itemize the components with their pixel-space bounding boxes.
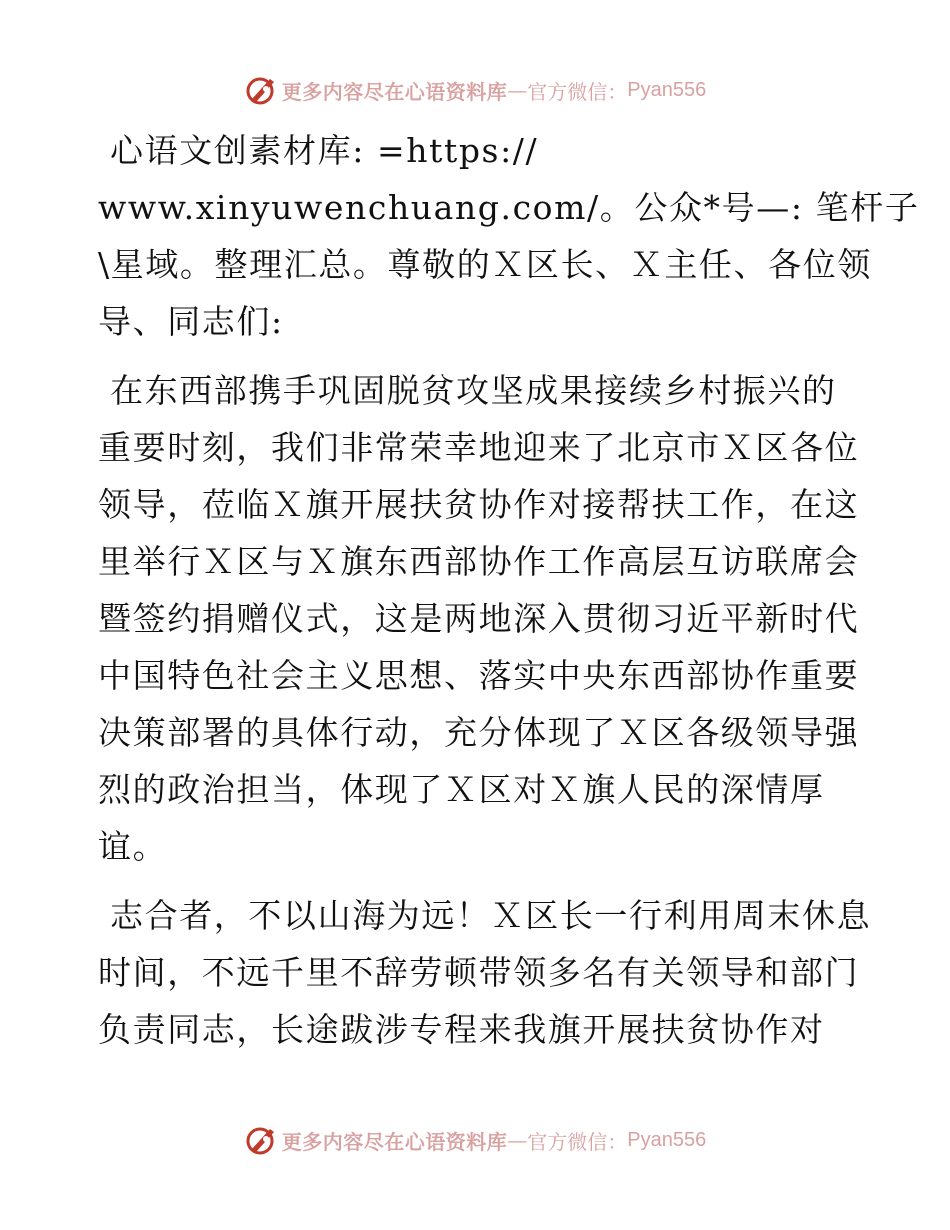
footer-banner-wechat-id: Pyan556	[627, 1128, 707, 1151]
text-line: \星域。整理汇总。尊敬的Ｘ区长、Ｘ主任、各位领	[98, 245, 872, 284]
pen-logo-icon	[244, 73, 278, 107]
text-line: www.xinyuwenchuang.com/。公众*号—: 笔杆子	[98, 188, 920, 227]
text-line: 负责同志，长途跋涉专程来我旗开展扶贫协作对	[98, 1010, 825, 1049]
text-line: 心语文创素材库: =https://	[110, 131, 539, 170]
text-line: 志合者，不以山海为远！Ｘ区长一行利用周末休息	[110, 896, 872, 935]
header-banner-main-text: 更多内容尽在心语资料库	[281, 79, 508, 104]
text-line: 中国特色社会主义思想、落实中央东西部协作重要	[98, 656, 860, 695]
paragraph-1	[98, 122, 920, 350]
footer-banner-wechat-label: 官方微信：	[527, 1129, 628, 1154]
header-banner-separator: —	[507, 78, 528, 102]
document-body	[98, 122, 920, 1058]
text-line: 烈的政治担当，体现了Ｘ区对Ｘ旗人民的深情厚	[98, 770, 825, 809]
text-line: 在东西部携手巩固脱贫攻坚成果接续乡村振兴的	[110, 371, 837, 410]
footer-banner-separator: —	[507, 1128, 528, 1152]
text-line: 暨签约捐赠仪式，这是两地深入贯彻习近平新时代	[98, 599, 860, 638]
text-line: 领导，莅临Ｘ旗开展扶贫协作对接帮扶工作，在这	[98, 485, 860, 524]
paragraph-gap	[98, 350, 854, 362]
header-watermark-banner	[0, 70, 950, 110]
paragraph-3	[98, 887, 872, 1058]
pen-logo-icon	[244, 1123, 278, 1157]
paragraph-2	[98, 362, 860, 875]
text-line: 里举行Ｘ区与Ｘ旗东西部协作工作高层互访联席会	[98, 542, 860, 581]
text-line: 决策部署的具体行动，充分体现了Ｘ区各级领导强	[98, 713, 860, 752]
header-banner-wechat-id: Pyan556	[627, 78, 707, 101]
footer-banner-main-text: 更多内容尽在心语资料库	[281, 1129, 508, 1154]
header-banner-wechat-label: 官方微信：	[527, 79, 628, 104]
paragraph-gap	[98, 875, 854, 887]
text-line: 重要时刻，我们非常荣幸地迎来了北京市Ｘ区各位	[98, 428, 860, 467]
text-line: 谊。	[98, 827, 168, 866]
footer-watermark-banner	[0, 1120, 950, 1160]
text-line: 导、同志们:	[98, 302, 284, 341]
text-line: 时间，不远千里不辞劳顿带领多名有关领导和部门	[98, 953, 860, 992]
